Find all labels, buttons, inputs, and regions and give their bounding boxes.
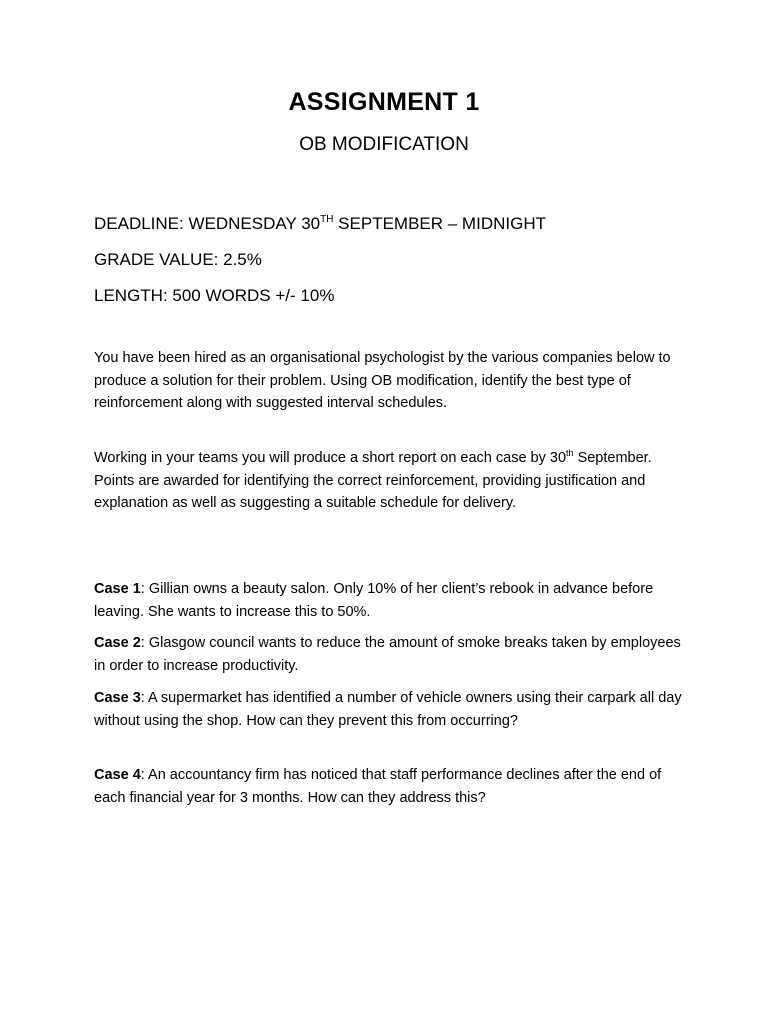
document-title: ASSIGNMENT 1 <box>288 88 480 116</box>
case-text: : Glasgow council wants to reduce the amount of smoke breaks taken by employees in order to increase productivity. <box>94 635 681 674</box>
deadline-suffix: SEPTEMBER – MIDNIGHT <box>333 214 546 233</box>
case-text: : A supermarket has identified a number of vehicle owners using their carpark all day without using the shop. How can they prevent this from occurring? <box>94 690 682 729</box>
intro-2-suffix: September. Points are awarded for identifying the correct reinforcement, providing justification and explanation as well as suggesting a suitable schedule for delivery. <box>94 450 652 511</box>
case-text: : Gillian owns a beauty salon. Only 10% of her client’s rebook in advance before leaving. She wants to increase this to 50%. <box>94 581 654 620</box>
length-line: LENGTH: 500 WORDS +/- 10% <box>94 286 335 305</box>
intro-paragraph-1: You have been hired as an organisational psychologist by the various companies below to produce a solution for their problem. Using OB modification, identify the best type of reinforcement along with suggested interval schedules. <box>94 350 671 411</box>
intro-paragraph-2 <box>94 447 684 515</box>
case-label: Case 3 <box>94 690 141 706</box>
grade-value-line: GRADE VALUE: 2.5% <box>94 250 262 269</box>
case-item <box>94 687 684 732</box>
deadline-line <box>94 214 546 234</box>
case-item <box>94 764 684 809</box>
case-item <box>94 632 684 677</box>
case-text: : An accountancy firm has noticed that staff performance declines after the end of each financial year for 3 months. How can they address this? <box>94 767 662 806</box>
case-label: Case 2 <box>94 635 141 651</box>
document-subtitle: OB MODIFICATION <box>299 134 469 155</box>
deadline-prefix: DEADLINE: WEDNESDAY 30 <box>94 214 321 233</box>
deadline-superscript: TH <box>320 214 334 225</box>
case-item <box>94 578 684 623</box>
case-label: Case 4 <box>94 767 141 783</box>
intro-2-prefix: Working in your teams you will produce a short report on each case by 30 <box>94 450 567 466</box>
case-label: Case 1 <box>94 581 141 597</box>
intro-2-superscript: th <box>566 448 574 458</box>
